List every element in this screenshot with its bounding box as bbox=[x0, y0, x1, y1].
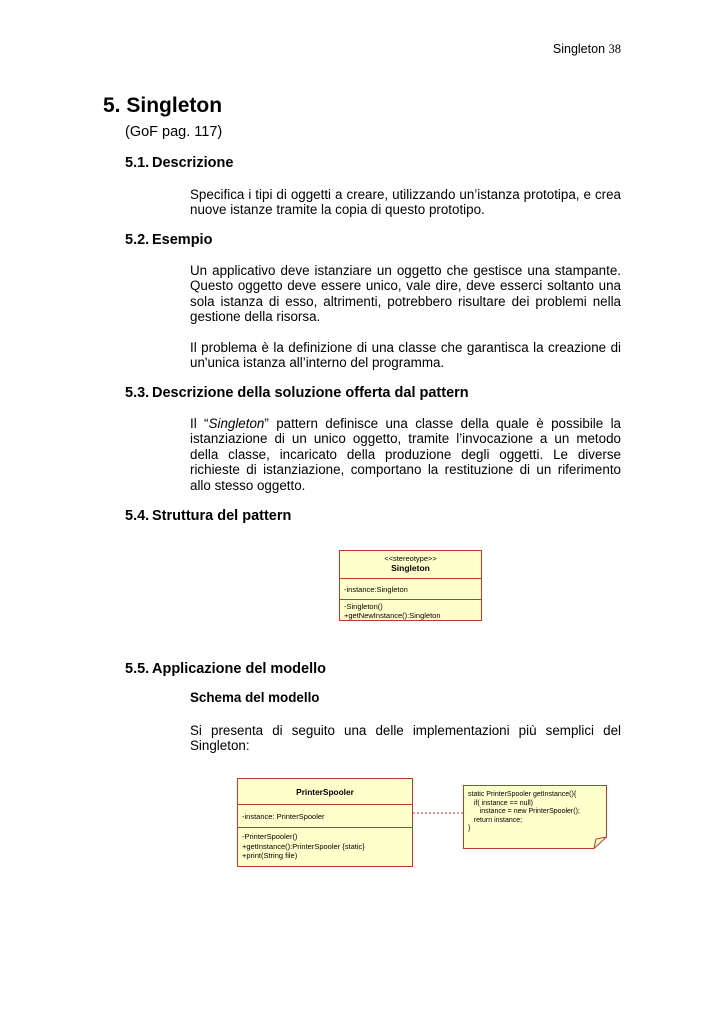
section-heading-struttura: 5.4. Struttura del pattern bbox=[125, 508, 292, 524]
uml-attributes: -instance: PrinterSpooler bbox=[238, 805, 412, 828]
uml-class-printerspooler bbox=[237, 778, 413, 867]
uml-methods: -PrinterSpooler() +getInstance():PrinterSpooler {static} +print(String file) bbox=[242, 832, 365, 860]
paragraph: Si presenta di seguito una delle implementazioni più semplici del Singleton: bbox=[190, 723, 621, 754]
uml-methods: -Singleton() +getNewInstance():Singleton bbox=[344, 602, 441, 620]
uml-note bbox=[463, 785, 607, 849]
uml-stereotype: <<stereotype>> bbox=[384, 554, 437, 563]
paragraph: Il “Singleton” pattern definisce una classe della quale è possibile la istanziazione di un unico oggetto, tramite l’invocazione a un metodo della classe, incaricato della produzione degli oggetti. Le diverse richieste di istanziazione, comportano la restituzione di un riferimento allo stesso oggetto. bbox=[190, 416, 621, 493]
page-number: 38 bbox=[608, 42, 621, 56]
running-header bbox=[553, 42, 621, 57]
uml-attributes: -instance:Singleton bbox=[340, 579, 481, 600]
section-heading-descrizione: 5.1. Descrizione bbox=[125, 155, 234, 171]
paragraph: Il problema è la definizione di una classe che garantisca la creazione di un'unica istanza all’interno del programma. bbox=[190, 340, 621, 371]
uml-class-name: Singleton bbox=[391, 563, 430, 573]
note-connector bbox=[413, 810, 465, 816]
paragraph: Un applicativo deve istanziare un oggetto che gestisce una stampante. Questo oggetto deve essere unico, vale dire, deve esserci soltanto una sola istanza di esso, altrimenti, potrebbero risultare dei problemi nella gestione della risorsa. bbox=[190, 263, 621, 325]
section-heading-applicazione: 5.5. Applicazione del modello bbox=[125, 661, 327, 677]
uml-class-singleton bbox=[339, 550, 482, 621]
uml-class-header bbox=[340, 551, 481, 579]
section-heading-esempio: 5.2. Esempio bbox=[125, 232, 213, 248]
paragraph: Specifica i tipi di oggetti a creare, utilizzando un’istanza prototipa, e crea nuove istanze tramite la copia di questo prototipo. bbox=[190, 187, 621, 218]
note-code: static PrinterSpooler getInstance(){ if( instance == null) instance = new PrinterSpooler(); return instance; } bbox=[468, 791, 580, 833]
chapter-subtitle: (GoF pag. 117) bbox=[125, 124, 223, 140]
subheading-schema: Schema del modello bbox=[190, 690, 320, 705]
section-heading-soluzione: 5.3. Descrizione della soluzione offerta dal pattern bbox=[125, 385, 469, 401]
uml-class-name: PrinterSpooler bbox=[238, 779, 412, 805]
chapter-title: 5. Singleton bbox=[103, 94, 223, 117]
running-header-title: Singleton bbox=[552, 42, 606, 56]
